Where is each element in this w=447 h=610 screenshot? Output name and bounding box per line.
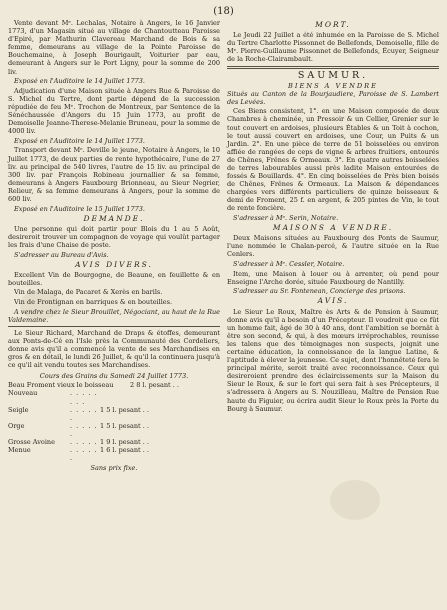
biens-heading: BIENS A VENDRE (288, 81, 378, 90)
divider (8, 326, 220, 327)
grain-row (8, 381, 220, 389)
grain-value: 1 6 l. pesant . . (100, 446, 149, 455)
grain-name: Orge (8, 421, 25, 430)
avis-item: Le Sieur Richard, Marchand de Draps & étoffes, demeurant aux Ponts-de-Cé en l'Isle près la Communauté des Cordeliers, donne avis qu'il a commencé la vente de ses Marchandises en gros & en détail, le lundi 26 Juillet, & qu'il la continuera jusqu'à ce qu'il ait vendu toutes ses Marchandises. (8, 328, 220, 370)
avis-item: Excellent Vin de Bourgogne, de Beaune, en feuillette & en bouteilles. (8, 270, 220, 287)
grain-value: 1 5 l. pesant . . (100, 421, 149, 430)
avis-item: A vendre chez le Sieur Brouillet, Négociant, au haut de la Rue Valdemaine. (8, 307, 220, 324)
sans-prix-note: Sans prix fixe. (90, 464, 138, 473)
exposed-line: Exposé en l'Auditoire le 14 Juillet 1773. (14, 136, 145, 145)
page-number: (18) (213, 6, 234, 17)
avis-item: Vin de Frontignan en barriques & en bouteilles. (14, 298, 173, 306)
grains-table (8, 381, 220, 462)
grain-name: Menue (8, 446, 31, 455)
avis-text: Le Sieur Le Roux, Maître ès Arts & de Pension à Saumur, donne avis qu'il a besoin d'un Précepteur. Il voudroit que ce fût un homme fait, âgé de 30 à 40 ans, dont l'ambition se bornât à être son second, & qui, à des mœurs irréprochables, reunisse les talens que des témoignages non suspects, joignit une certaine éducation, la connoissance de la langue Latine, & l'aptitude à élever la jeunesse. Ce sujet, dont l'honnêteté fera le principal mérite, seroit traité avec reconnoissance. Ceux qui desireroient prendre des éclaircissements sur la Maison du Sieur le Roux, & sur le fort qui sera fait à ses Précepteurs, il s'adressera à Angers au S. Nouzilleau, Maître de Pension Rue haute du Figuier, ou écrira audit Sieur le Roux près la Porte du Bourg à Saumur. (227, 307, 439, 413)
grain-value: 1 9 l. pesant . . (100, 438, 149, 446)
paper-stain (20, 290, 60, 320)
grain-dots: . . . . . . (70, 421, 98, 438)
grain-dots: . . . . . (70, 438, 98, 446)
paper-stain (330, 480, 380, 520)
grain-value: 2 8 l. pesant . . (130, 381, 179, 390)
grains-title: Cours des Grains du Samedi 24 Juillet 1773. (39, 372, 189, 381)
two-columns (8, 19, 439, 472)
grain-name: Beau Froment vieux le boisseau (8, 381, 114, 390)
demande-text: Une personne qui doit partir pour Blois du 1 au 5 Août, desireroit trouver un compagnon de voyage qui voulût partager les frais d'une Chaise de poste. (8, 224, 220, 249)
grain-name: Seigle (8, 405, 29, 414)
saumur-heading: SAUMUR. (297, 70, 369, 82)
biens-location: Situés au Canton de la Bourjaudiere, Paroisse de S. Lambert des Levées. (227, 89, 439, 106)
notice-paragraph: Transport devant Mᵉ. Deville le jeune, Notaire à Angers, le 10 Juillet 1773, de deux parties de rente hypothécaire, l'une de 27 liv. au principal de 540 livres, l'autre de 15 liv. au principal de 300 liv. par François Robineau journallier & sa femme, demeurans à Angers Fauxbourg Brionneau, au Sieur Negrier, Relieur, & sa femme demeurans à Angers, pour la somme de 600 liv. (8, 146, 220, 203)
avis-divers-heading: AVIS DIVERS. (75, 259, 153, 269)
grain-name: Grosse Avoine (8, 438, 55, 446)
double-divider (227, 66, 439, 69)
grain-name: Nouveau (8, 389, 38, 398)
maisons-address-2: S'adresser au Sr. Fontenean, Concierge des prisons. (233, 287, 406, 296)
maisons-text-2: Item, une Maison à louer ou à arrenter, où pend pour Enseigne l'Arche dorée, située Fauxbourg de Nantilly. (227, 269, 439, 286)
grain-row (8, 446, 220, 462)
demande-heading: DEMANDE. (83, 213, 145, 223)
avis-item: Vin de Malaga, de Pacaret & Xerès en barils. (14, 288, 163, 297)
notice-paragraph: Vente devant Mᵉ. Lechalas, Notaire à Angers, le 16 Janvier 1773, d'un Magasin situé au village de Chantoutteau Paroisse d'Epiré, par Mathurin Clavereau Marchand de Bois & sa femme, demeurans au village de la Pointe Paroisse de Bouchemaine, à Joseph Bourigault, Voiturier par eau, demeurant à Angers sur le Port Ligny, pour la somme de 200 liv. (8, 19, 220, 76)
biens-text: Ces Biens consistent, 1°. en une Maison composée de deux Chambres à cheminée, un Pressoir & un Cellier, Grenier sur le tout couvert en ardoises, plusieurs Étables & un Toit à cochon, le tout aussi couvert en ardoises, une Cour, un Puits & un Jardin. 2°. En une pièce de terre de 51 boisselées ou environ affiée de rangées de ceps de vigne & arbres fruitiers, entourés de Chênes, Frênes & Ormeaux. 3°. En quatre autres boisselées de terres labourables aussi près ladite Maison entourées de fossés & Bouillards. 4°. En cinq boisselées de Près bien boisés de Chênes, Frênes & Ormeaux. La Maison & dépendances chargées vers différents particuliers de quinze boisseaux & demi de Froment, 25 f. en argent, & 205 pintes de Vin, le tout de rente foncière. (227, 107, 439, 213)
grain-dots: . . . . . . (70, 405, 98, 422)
grain-row (8, 406, 220, 422)
mort-heading: MORT. (315, 20, 351, 29)
grain-value: 1 5 l. pesant . . (100, 405, 149, 414)
notice-paragraph: Adjudication d'une Maison située à Angers Rue & Paroisse de S. Michel du Tertre, dont partie dépend de la succession répudiée de feu Mᵉ. Trochon de Montreux, par Sentence de la Sénéchaussée d'Angers du 15 Juin 1773, au profit de Demoiselle Jeanne-Therese-Melanie Bruneau, pour la somme de 4000 liv. (8, 86, 220, 136)
grain-dots: . . . . . . . . (70, 389, 98, 406)
biens-address: S'adresser à Mᵉ. Serin, Notaire. (233, 214, 339, 223)
maisons-heading: MAISONS A VENDRE. (272, 223, 394, 233)
grain-row (8, 389, 220, 405)
avis-heading: AVIS. (317, 296, 349, 306)
demande-address: S'adresser au Bureau d'Avis. (14, 250, 109, 259)
exposed-line: Exposé en l'Auditoire le 15 Juillet 1773. (14, 204, 145, 213)
maisons-address: S'adresser à Mᵉ. Cessler, Notaire. (233, 260, 345, 269)
grain-row (8, 422, 220, 438)
grain-dots: . . . . . . (70, 446, 98, 463)
exposed-line: Exposé en l'Auditoire le 14 Juillet 1773. (14, 77, 145, 86)
left-column (8, 19, 220, 472)
right-column (227, 19, 439, 472)
maisons-text: Deux Maisons situées au Fauxbourg des Ponts de Saumur, l'une nommée le Chalan-percé, & l'autre située en la Rue Cenlers. (227, 234, 439, 259)
grain-row (8, 438, 220, 446)
mort-text: Le Jeudi 22 Juillet a été inhumée en la Paroisse de S. Michel du Tertre Charlotte Pissonnet de Bellefonds, Demoiselle, fille de Mᵉ. Pierre-Guillaume Pissonnet de Bellefonds, Écuyer, Seigneur de la Roche-Clairambault. (227, 31, 439, 64)
